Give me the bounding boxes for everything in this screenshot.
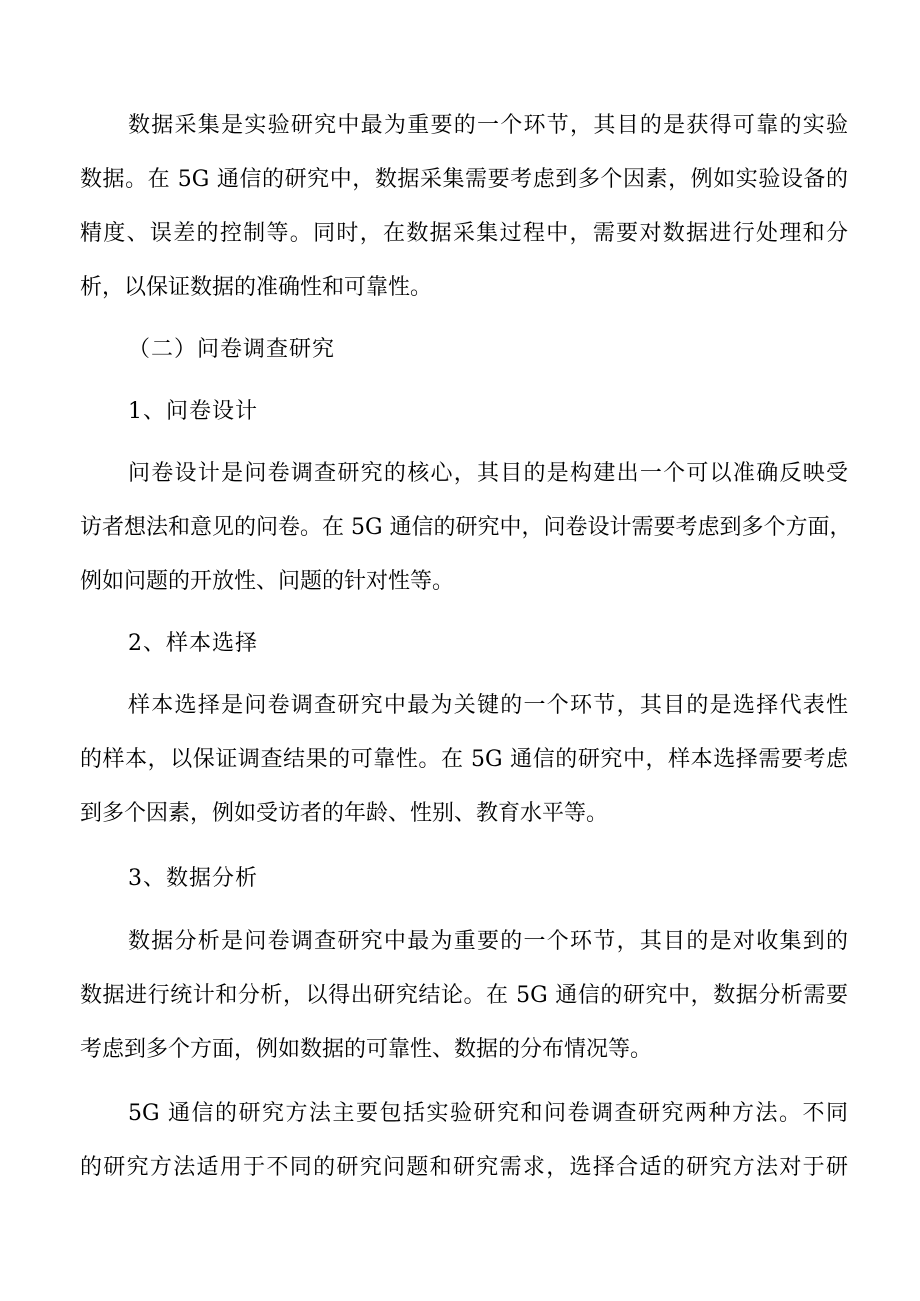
subheading-data-analysis: 3、数据分析 — [128, 866, 258, 891]
paragraph-data-collection-line-2: 数据。在 5G 通信的研究中，数据采集需要考虑到多个因素，例如实验设备的 — [80, 167, 848, 192]
paragraph-summary-line-1: 5G 通信的研究方法主要包括实验研究和问卷调查研究两种方法。不同 — [128, 1101, 848, 1126]
paragraph-data-analysis-line-1: 数据分析是问卷调查研究中最为重要的一个环节，其目的是对收集到的 — [128, 929, 848, 954]
subheading-questionnaire-design: 1、问卷设计 — [128, 399, 258, 424]
paragraph-questionnaire-design-line-3: 例如问题的开放性、问题的针对性等。 — [80, 569, 455, 594]
paragraph-data-collection-line-4: 析，以保证数据的准确性和可靠性。 — [80, 275, 433, 300]
paragraph-questionnaire-design-line-1: 问卷设计是问卷调查研究的核心，其目的是构建出一个可以准确反映受 — [128, 461, 848, 486]
paragraph-data-collection-line-3: 精度、误差的控制等。同时，在数据采集过程中，需要对数据进行处理和分 — [80, 221, 848, 246]
section-heading-questionnaire-research: （二）问卷调查研究 — [128, 337, 336, 362]
subheading-sample-selection: 2、样本选择 — [128, 631, 258, 656]
paragraph-questionnaire-design-line-2: 访者想法和意见的问卷。在 5G 通信的研究中，问卷设计需要考虑到多个方面， — [80, 515, 852, 540]
paragraph-summary-line-2: 的研究方法适用于不同的研究问题和研究需求，选择合适的研究方法对于研 — [80, 1155, 848, 1180]
paragraph-data-analysis-line-3: 考虑到多个方面，例如数据的可靠性、数据的分布情况等。 — [80, 1037, 653, 1062]
paragraph-sample-selection-line-3: 到多个因素，例如受访者的年龄、性别、教育水平等。 — [80, 801, 609, 826]
paragraph-data-analysis-line-2: 数据进行统计和分析，以得出研究结论。在 5G 通信的研究中，数据分析需要 — [80, 983, 848, 1008]
paragraph-sample-selection-line-2: 的样本，以保证调查结果的可靠性。在 5G 通信的研究中，样本选择需要考虑 — [80, 747, 848, 772]
paragraph-sample-selection-line-1: 样本选择是问卷调查研究中最为关键的一个环节，其目的是选择代表性 — [128, 693, 848, 718]
paragraph-data-collection-line-1: 数据采集是实验研究中最为重要的一个环节，其目的是获得可靠的实验 — [128, 113, 848, 138]
